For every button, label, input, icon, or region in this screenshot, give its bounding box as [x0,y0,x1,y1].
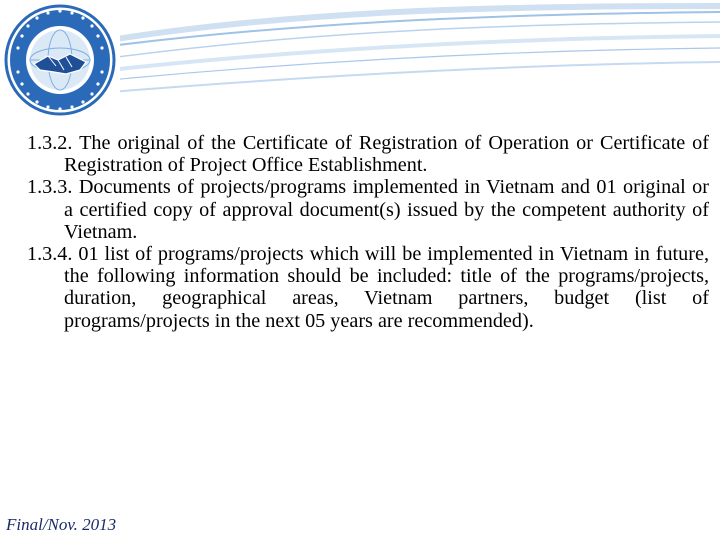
handshake-globe-icon [0,0,120,120]
organization-logo [0,0,120,120]
list-item: 1.3.3. Documents of projects/programs implemented in Vietnam and 01 original or a certified copy of approval document(s) issued by the competent authority of Vietnam. [27,176,709,243]
swoosh-line [110,62,720,92]
footer-date: Final/Nov. 2013 [6,515,117,534]
list-item: 1.3.4. 01 list of programs/projects which will be implemented in Vietnam in future, the following information should be included: title of the programs/projects, duration, geographical areas, Vietnam partners, budget (list of programs/projects in the next 05 years are recommended). [27,243,709,332]
list-item: 1.3.2. The original of the Certificate of Registration of Operation or Certificate of Registration of Project Office Establishment. [27,132,709,177]
swoosh-line [110,36,720,70]
requirements-list [27,132,709,332]
